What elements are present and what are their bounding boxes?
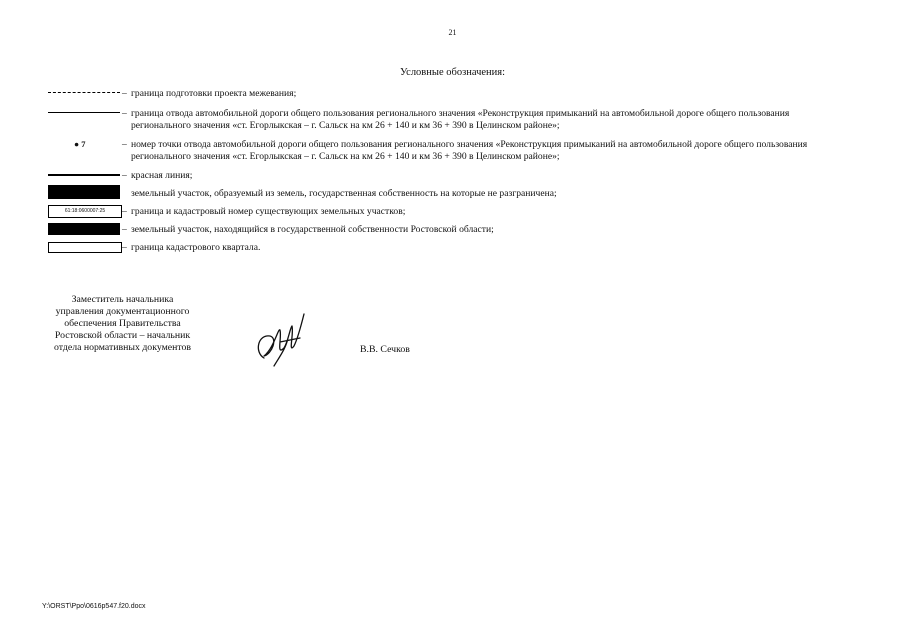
dash-dot-line-symbol	[48, 92, 120, 93]
item-dash: –	[122, 206, 127, 217]
signatory-name: В.В. Сечков	[360, 344, 410, 355]
file-path: Y:\ORST\Ppo\0616p547.f20.docx	[42, 603, 146, 610]
filled-box-symbol	[48, 223, 120, 235]
item-dash: –	[122, 108, 127, 119]
point-number-symbol: ● 7	[74, 139, 86, 149]
solid-line-symbol	[48, 112, 120, 113]
item-dash: –	[122, 224, 127, 235]
legend-item-text: граница и кадастровый номер существующих земельных участков;	[131, 206, 406, 217]
item-dash: –	[122, 242, 127, 253]
quarter-box-symbol	[48, 242, 122, 253]
position-line: Заместитель начальника	[71, 294, 174, 305]
position-line: обеспечения Правительства	[64, 318, 181, 329]
signatory-position	[45, 294, 200, 354]
legend-item-text: граница кадастрового квартала.	[131, 242, 261, 253]
legend-item-text: земельный участок, образуемый из земель, государственная собственность на которые не разграничена;	[131, 188, 557, 199]
legend-item-text: граница подготовки проекта межевания;	[131, 88, 297, 99]
legend-item-text: граница отвода автомобильной дороги общего пользования регионального значения «Реконструкция примыканий на автомобильной дороге общего пользования регионального значения «ст. Егорлыкская – г. Сальск на км 26 + 140 и км 36 + 390 в Целинском районе»;	[131, 108, 790, 132]
item-dash: –	[122, 170, 127, 181]
legend-item-text: номер точки отвода автомобильной дороги общего пользования регионального значения «Реконструкция примыканий на автомобильной дороге общего пользования регионального значения «ст. Егорлыкская – г. Сальск на км 26 + 140 и км 36 + 390 в Целинском районе»;	[131, 139, 808, 163]
filled-box-symbol	[48, 185, 120, 199]
legend-title: Условные обозначения:	[399, 67, 505, 78]
item-dash: –	[122, 88, 127, 99]
cadastral-box-symbol: 61:18:0600007:25	[48, 205, 122, 218]
position-line: Ростовской области – начальник	[54, 330, 191, 341]
position-line: управления документационного	[55, 306, 190, 317]
red-line-symbol	[48, 174, 120, 176]
legend-item-text: красная линия;	[131, 170, 193, 181]
handwritten-signature	[250, 308, 310, 368]
page-number: 21	[448, 28, 457, 37]
item-dash: –	[122, 139, 127, 150]
legend-item-text: земельный участок, находящийся в государственной собственности Ростовской области;	[131, 224, 494, 235]
position-line: отдела нормативных документов	[53, 342, 192, 353]
